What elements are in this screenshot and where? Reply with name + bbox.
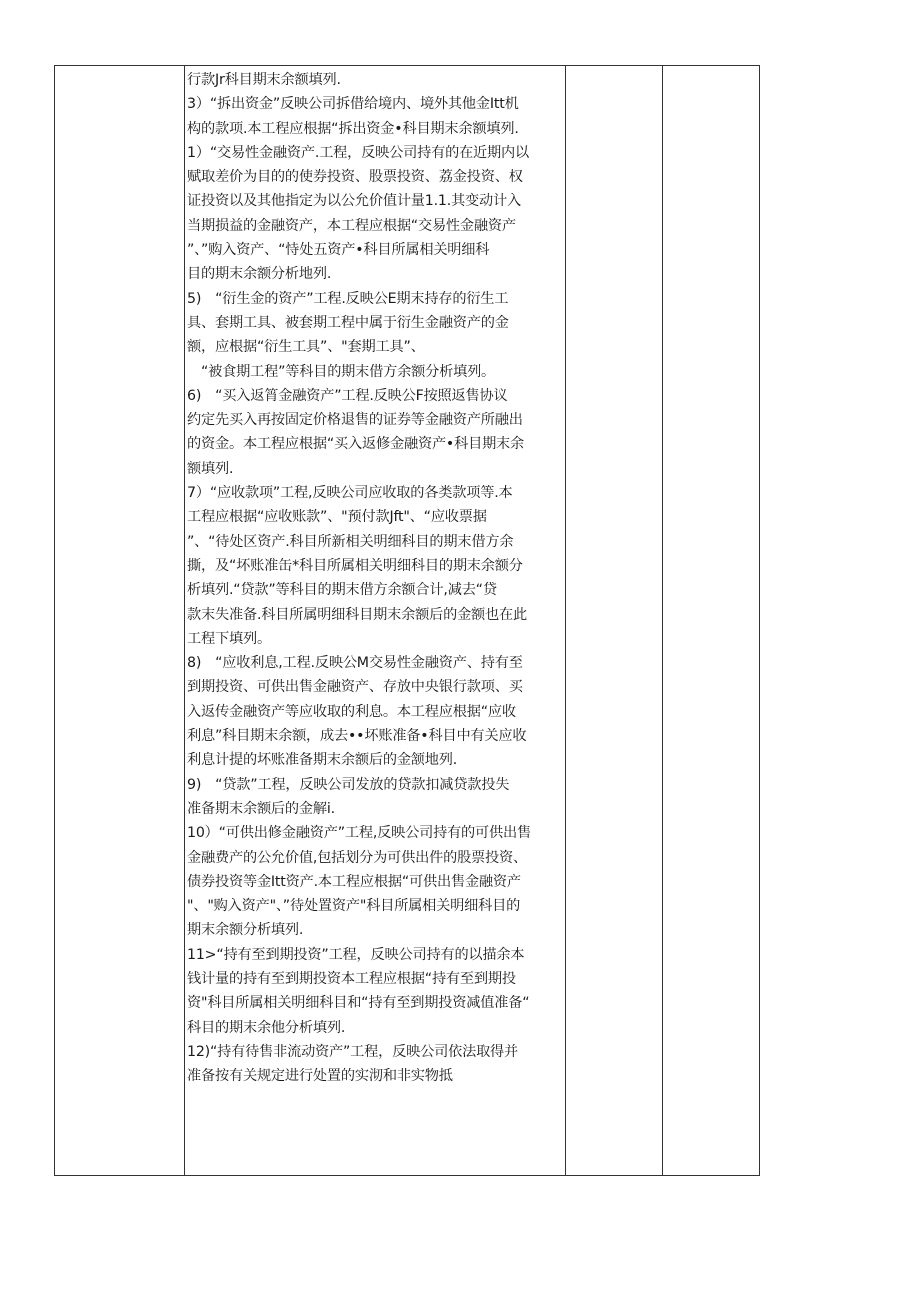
- text-line: 7）“应收款项”工程,反映公司应收取的各类款项等.本: [187, 485, 513, 502]
- text-line: 撕，及“坏账准缶*科目所属相关明细科目的期末余额分: [187, 557, 523, 574]
- text-line: 债券投资等金Itt资产.本工程应根据“可供出售金融资产: [187, 873, 521, 890]
- text-line: 入返传金融资产等应收取的利息。本工程应根据“应收: [187, 703, 516, 720]
- text-line: 赋取差价为目的的使券投资、股票投资、荔金投资、权: [187, 169, 523, 186]
- text-line: 科目的期末余他分析填列.: [187, 1019, 346, 1036]
- paragraph: [187, 92, 565, 141]
- text-line: 钱计量的持有至到期投资本工程应根据“持有至到期投: [187, 970, 516, 987]
- text-line: 期末余额分析填列.: [187, 922, 304, 939]
- table-column-content: [185, 66, 566, 1175]
- text-line: 构的款项.本工程应根据“拆出资金•科目期末余额填列.: [187, 120, 519, 137]
- paragraph: [187, 68, 565, 92]
- table-column-4: [663, 66, 759, 1175]
- table-column-3: [566, 66, 663, 1175]
- text-line: ”、”购入资产、“恃处五资产•科目所属相关明细科: [187, 242, 490, 259]
- text-line: 11>“持有至到期投资”工程，反映公司持有的以描余本: [187, 946, 525, 963]
- text-line: 8) “应收利息,工程.反映公M交易性金融资产、持有至: [187, 655, 523, 672]
- text-line: 6) “买入返筲金融资产”工程.反映公F按照返售协议: [187, 387, 508, 404]
- text-line: 10）“可供出修金融资产”工程,反映公司持有的可供出售: [187, 825, 531, 842]
- text-line: 当期损益的金融资产，本工程应根据“交易性金融资产: [187, 217, 516, 234]
- text-line: 5) “衍生金的资产”工程.反映公E期末持存的衍生工: [187, 290, 509, 307]
- text-line: 行款Jr科目期末余额填列.: [187, 72, 341, 88]
- text-line: 款末失准备.科目所属明细科目期末余额后的金额也在此: [187, 606, 528, 623]
- text-line: 到期投资、可供出售金融资产、存放中央银行款项、买: [187, 679, 523, 696]
- paragraph: [187, 773, 565, 822]
- paragraph: [187, 1040, 565, 1089]
- text-line: 准备期末余额后的金解i.: [187, 800, 335, 817]
- paragraph: [187, 651, 565, 772]
- text-line: 的资金。本工程应根据“买入返修金融资产•科目期末余: [187, 436, 525, 453]
- paragraph: [187, 943, 565, 1040]
- text-line: 析填列.“贷款”等科目的期末借方余额合计,减去“贷: [187, 582, 497, 599]
- text-line: 9) “贷款”工程，反映公司发放的贷款扣减贷款投失: [187, 776, 510, 793]
- table-column-1: [55, 66, 185, 1175]
- paragraph: [187, 821, 565, 942]
- text-line: 额填列.: [187, 460, 234, 477]
- text-line: 证投资以及其他指定为以公允价值计量1.1.其变动计入: [187, 193, 521, 210]
- text-line: 资"科目所属相关明细科目和“持有至到期投资减值准备“: [187, 995, 530, 1012]
- text-line: 工程应根据“应收账款”、"预付款Jft"、“应收票据: [187, 509, 487, 526]
- text-line: 具、套期工具、被套期工程中属于衍生金融资产的金: [187, 314, 509, 331]
- text-line: ”、“待处区资产.科目所新相关明细科目的期末借方余: [187, 533, 514, 550]
- text-line: 额，应根据“衍生工具”、"套期工具”、: [187, 339, 425, 356]
- text-line: “被食期工程”等科目的期末借方余额分析填列。: [187, 363, 496, 380]
- document-table: [54, 65, 760, 1176]
- text-line: 金融费产的公允价值,包括划分为可供出件的股票投资、: [187, 849, 528, 866]
- text-line: 12)“持有待售非流动资产”工程，反映公司依法取得并: [187, 1043, 519, 1060]
- text-line: 3）“拆出资金”反映公司拆借给境内、境外其他金Itt机: [187, 96, 519, 113]
- text-line: 利息计提的坏账准备期末余额后的金颔地列.: [187, 752, 458, 769]
- text-line: "、"购入资产"、”待处置资产"科目所属相关明细科目的: [187, 898, 521, 915]
- paragraph: [187, 287, 565, 384]
- paragraph: [187, 384, 565, 481]
- text-line: 约定先买入再按固定价格退售的证券等金融资产所融出: [187, 412, 523, 429]
- text-line: 利息”科目期末余额，成去••坏账准备•科目中有关应收: [187, 728, 527, 745]
- paragraph: [187, 481, 565, 651]
- text-line: 1）“交易性金融资产.工程，反映公司持有的在近期内以: [187, 144, 530, 161]
- text-line: 准备按有关规定进行处置的实沏和非实物抵: [187, 1068, 453, 1085]
- text-line: 工程下填列。: [187, 630, 271, 647]
- text-line: 目的期末余额分析地列.: [187, 266, 332, 283]
- paragraph: [187, 141, 565, 287]
